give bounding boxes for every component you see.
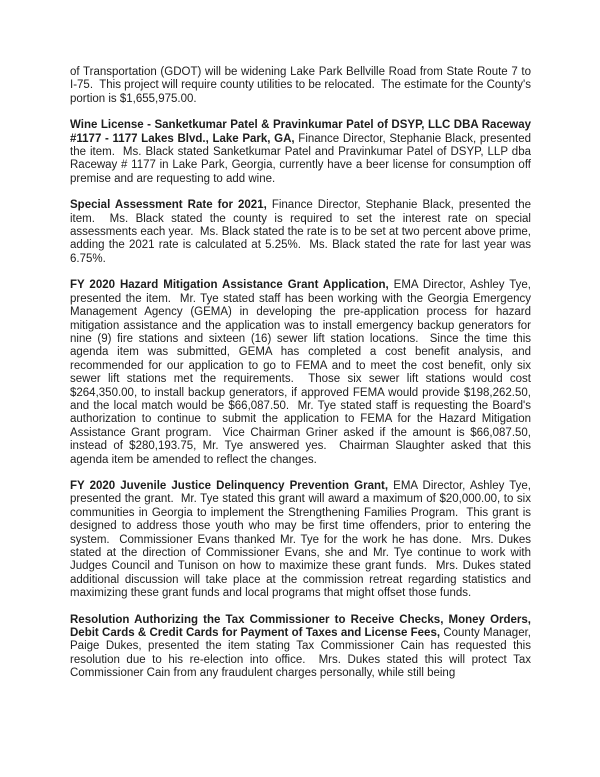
paragraph-wine-license xyxy=(70,119,535,186)
paragraph-juvenile-justice-grant xyxy=(70,479,535,601)
paragraph-body: Finance Director, Stephanie Black, presented the item. Ms. Black stated the county is required to set the interest rate on special assessments each year. Ms. Black stated the rate is to be set at two percent above prime, adding the 2021 rate is calculated at 5.25%. Ms. Black stated the rate for last year was 6.75%. xyxy=(70,199,535,265)
paragraph-gdot-continuation xyxy=(70,66,535,106)
paragraph-body: EMA Director, Ashley Tye, presented the grant. Mr. Tye stated this grant will award a maximum of $20,000.00, to six communities in Georgia to implement the Strengthening Families Program. This grant is designed to address those youth who may be first time offenders, prior to entering the system. Commissioner Evans thanked Mr. Tye for the work he has done. Mrs. Dukes stated at the direction of Commissioner Evans, she and Mr. Tye continue to work with Judges Council and Tunison on how to maximize these grant funds. Mrs. Dukes stated additional discussion will take place at the commission retreat regarding statistics and maximizing these grant funds and local programs that might offset those funds. xyxy=(70,479,535,600)
paragraph-heading: FY 2020 Juvenile Justice Delinquency Prevention Grant, xyxy=(70,479,389,492)
paragraph-heading: FY 2020 Hazard Mitigation Assistance Grant Application, xyxy=(70,279,389,292)
paragraph-heading: Wine License - Sanketkumar Patel & Pravinkumar Patel of DSYP, LLC DBA Raceway #1177 - 1177 Lakes Blvd., Lake Park, GA, xyxy=(70,119,535,145)
paragraph-hazard-mitigation-grant xyxy=(70,279,535,467)
paragraph-body: County Manager, Paige Dukes, presented the item stating Tax Commissioner Cain has requested this resolution due to his re-election into office. Mrs. Dukes stated this will protect Tax Commissioner Cain from any fraudulent charges personally, while still being xyxy=(70,627,535,680)
paragraph-body: of Transportation (GDOT) will be widening Lake Park Bellville Road from State Route 7 to I-75. This project will require county utilities to be relocated. The estimate for the County's portion is $1,655,975.00. xyxy=(70,66,535,105)
paragraph-heading: Special Assessment Rate for 2021, xyxy=(70,199,267,212)
paragraph-special-assessment-rate xyxy=(70,199,535,266)
paragraph-body: EMA Director, Ashley Tye, presented the item. Mr. Tye stated staff has been working with the Georgia Emergency Management Agency (GEMA) in developing the pre-application process for hazard mitigation assistance and the application was to install emergency backup generators for nine (9) fire stations and sixteen (16) sewer lift station locations. Since the time this agenda item was submitted, GEMA has completed a cost benefit analysis, and recommended for our application to go to FEMA and to meet the cost benefit, only six sewer lift stations met the requirements. Those six sewer lift stations would cost $264,350.00, to install backup generators, if approved FEMA would provide $198,262.50, and the local match would be $66,087.50. Mr. Tye stated staff is requesting the Board's authorization to continue to submit the application to FEMA for the Hazard Mitigation Assistance Grant program. Vice Chairman Griner asked if the amount is $66,087.50, instead of $280,193.75, Mr. Tye answered yes. Chairman Slaughter asked that this agenda item be amended to reflect the changes. xyxy=(70,279,535,466)
paragraph-tax-commissioner-resolution xyxy=(70,613,535,681)
paragraph-heading: Resolution Authorizing the Tax Commissioner to Receive Checks, Money Orders, Debit Cards & Credit Cards for Payment of Taxes and License Fees, xyxy=(70,613,535,640)
paragraph-body: Finance Director, Stephanie Black, presented the item. Ms. Black stated Sanketkumar Patel and Pravinkumar Patel of DSYP, LLP dba Raceway # 1177 in Lake Park, Georgia, currently have a beer license for consumption off premise and are requesting to add wine. xyxy=(70,132,535,185)
